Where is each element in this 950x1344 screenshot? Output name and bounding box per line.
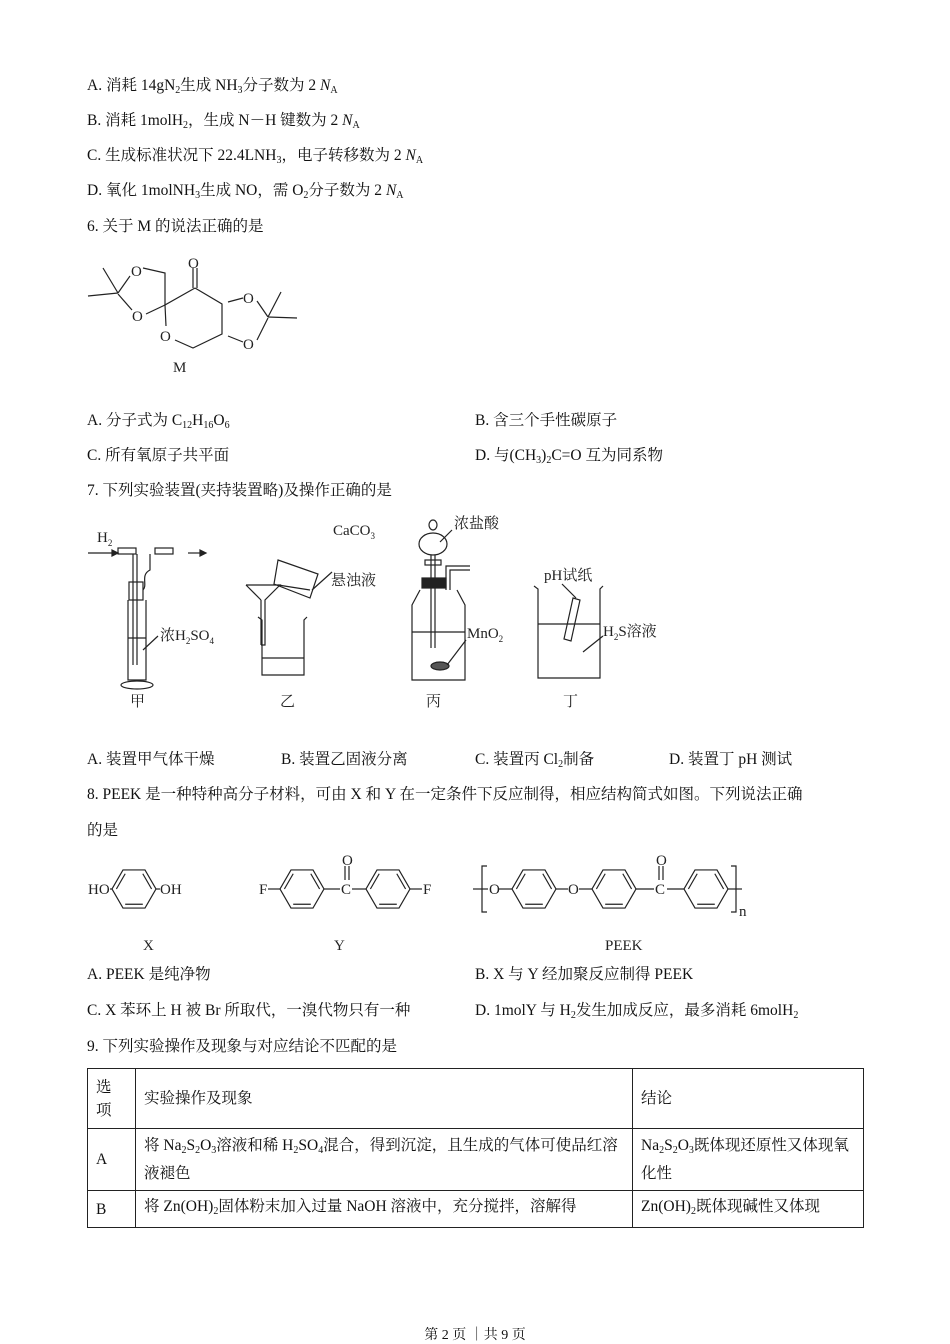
text-segment: 9. 下列实验操作及现象与对应结论不匹配的是: [87, 1038, 398, 1055]
q6-option-c: [87, 446, 229, 466]
text-segment: C. X 苯环上 H 被 Br 所取代，一溴代物只有一种: [87, 1002, 411, 1019]
text-segment: 生成 NH: [180, 77, 238, 94]
text-segment: 既体现碱性又体现: [695, 1198, 820, 1215]
double-bond: [516, 874, 525, 889]
subscript: 2: [570, 1010, 576, 1021]
text-segment: 7. 下列实验装置(夹持装置略)及操作正确的是: [87, 482, 392, 499]
text-segment: 制备: [563, 751, 595, 768]
text-segment: SO: [298, 1137, 319, 1154]
text-segment: C=O 互为同系物: [551, 447, 663, 464]
subscript: 4: [318, 1145, 324, 1156]
q7-option-a: [87, 750, 214, 770]
text-segment: A. 装置甲气体干燥: [87, 751, 215, 768]
cell-option: [88, 1129, 136, 1191]
text-segment: D. 装置丁 pH 测试: [669, 751, 793, 768]
double-bond: [284, 874, 293, 889]
italic-symbol: N: [320, 77, 331, 94]
text-segment: 混合，得到沉淀，且生成的气体可使品红溶液褪色: [144, 1137, 618, 1182]
double-bond: [370, 874, 379, 889]
header-option: [88, 1069, 136, 1129]
text-segment: B. 含三个手性碳原子: [475, 412, 618, 429]
svg-text:C: C: [341, 882, 352, 898]
text-segment: B. 装置乙固液分离: [281, 751, 408, 768]
double-bond: [715, 874, 724, 889]
q5-option-c: [87, 146, 423, 171]
svg-text:n: n: [739, 904, 747, 920]
q9-table: [87, 1068, 864, 1228]
label-jia: 甲: [130, 694, 146, 710]
atom-o: O: [188, 256, 199, 272]
svg-text:OH: OH: [160, 882, 182, 898]
q7-stem: [87, 481, 392, 501]
text-segment: 既体现还原性又体现氧化性: [641, 1137, 849, 1182]
subscript: 2: [195, 1145, 201, 1156]
q9-stem: [87, 1037, 397, 1057]
svg-text:浓盐酸: 浓盐酸: [454, 516, 500, 532]
text-segment: A: [96, 1151, 108, 1168]
label-y: Y: [334, 938, 345, 954]
subscript: 2: [293, 1145, 299, 1156]
svg-text:浓H2SO4: 浓$H_2SO_4$: [160, 628, 215, 646]
text-segment: B: [96, 1200, 107, 1218]
cell-operation: [136, 1191, 633, 1228]
subscript: 12: [182, 420, 193, 431]
subscript: 3: [211, 1145, 217, 1156]
text-segment: D. 与(CH: [475, 447, 537, 464]
text-segment: 6. 关于 M 的说法正确的是: [87, 218, 264, 235]
svg-text:MnO2: MnO$_2$: [467, 626, 504, 644]
svg-text:CaCO3: CaCO$_3$: [333, 523, 375, 541]
atom-o: O: [243, 337, 254, 353]
svg-text:C: C: [655, 882, 666, 898]
structure-x: [88, 882, 182, 954]
text-segment: ，电子转移数为 2: [281, 147, 406, 164]
text-segment: B. 消耗 1molH: [87, 112, 184, 129]
subscript: 3: [536, 455, 542, 466]
text-segment: 8. PEEK 是一种特种高分子材料，可由 X 和 Y 在一定条件下反应制得，相应结构简式如图。下列说法正确: [87, 786, 803, 803]
text-segment: 发生加成反应，最多消耗 6molH: [575, 1002, 794, 1019]
benzene-ring: [592, 870, 636, 908]
subscript: 6: [224, 420, 230, 431]
text-segment: ): [541, 447, 547, 464]
text-segment: H: [192, 412, 204, 429]
text-segment: 选: [96, 1078, 112, 1096]
text-segment: C. 生成标准状况下 22.4LNH: [87, 147, 277, 164]
text-segment: 分子数为 2: [308, 182, 386, 199]
cell-operation: [136, 1129, 633, 1191]
structure-y: [259, 853, 431, 954]
subscript: A: [352, 120, 360, 131]
text-segment: 的是: [87, 822, 119, 839]
double-bond: [311, 874, 320, 889]
subscript: 2: [546, 455, 552, 466]
label-bing: 丙: [426, 694, 442, 710]
svg-text:O: O: [489, 882, 500, 898]
text-segment: A. 消耗 14gN: [87, 77, 176, 94]
double-bond: [688, 874, 697, 889]
benzene-rings: [110, 870, 728, 908]
header-operation: [136, 1069, 633, 1129]
text-segment: 将 Na: [144, 1137, 182, 1154]
double-bond: [543, 874, 552, 889]
q5-option-a: [87, 76, 338, 101]
table-row: [88, 1129, 864, 1191]
q8-stem-line2: [87, 821, 118, 841]
q8-stem-line1: [87, 785, 802, 805]
cell-option: [88, 1191, 136, 1228]
atom-o: O: [131, 264, 142, 280]
benzene-ring: [280, 870, 324, 908]
text-segment: O: [677, 1137, 689, 1154]
label-peek: PEEK: [605, 938, 643, 954]
q8-option-c: [87, 1001, 410, 1021]
subscript: 16: [203, 420, 214, 431]
italic-symbol: N: [405, 147, 416, 164]
atom-o: O: [160, 329, 171, 345]
benzene-ring: [684, 870, 728, 908]
q6-option-b: [475, 411, 617, 431]
subscript: 2: [213, 1206, 219, 1217]
cell-conclusion: [633, 1129, 864, 1191]
cell-conclusion: [633, 1191, 864, 1228]
text-segment: A. 分子式为 C: [87, 412, 183, 429]
subscript: 2: [672, 1145, 678, 1156]
table-row: [88, 1191, 864, 1228]
svg-text:F: F: [259, 882, 268, 898]
subscript: 2: [558, 759, 564, 770]
italic-symbol: N: [385, 182, 397, 199]
text-segment: 固体粉末加入过量 NaOH 溶液中，充分搅拌，溶解得: [218, 1198, 577, 1215]
text-segment: Zn(OH): [641, 1198, 691, 1215]
apparatus-yi: [246, 523, 376, 710]
q6-stem: [87, 217, 264, 237]
svg-text:O: O: [656, 853, 667, 869]
italic-symbol: N: [342, 112, 353, 129]
text-segment: 结论: [641, 1090, 673, 1107]
svg-text:HO: HO: [88, 882, 110, 898]
double-bond: [623, 874, 632, 889]
subscript: 2: [659, 1145, 665, 1156]
text-segment: 溶液和稀 H: [216, 1137, 294, 1154]
text-segment: C. 所有氧原子共平面: [87, 447, 230, 464]
q7-option-b: [281, 750, 408, 770]
svg-text:O: O: [342, 853, 353, 869]
q6-option-a: [87, 411, 230, 436]
subscript: 3: [195, 190, 201, 201]
subscript: 3: [688, 1145, 694, 1156]
text-segment: ，生成 N－H 键数为 2: [188, 112, 343, 129]
text-segment: C. 装置丙 Cl: [475, 751, 559, 768]
q7-option-d: [669, 750, 792, 770]
q8-option-d: [475, 1001, 798, 1026]
atom-o: O: [132, 309, 143, 325]
molecule-m-label: M: [173, 360, 187, 376]
benzene-ring: [512, 870, 556, 908]
svg-text:H2S溶液: $H_2S$溶液: [603, 624, 657, 642]
atom-o: O: [243, 291, 254, 307]
apparatus-ding: [534, 567, 657, 710]
label-ding: 丁: [563, 694, 579, 710]
double-bond: [596, 874, 605, 889]
table-header-row: [88, 1069, 864, 1129]
label-x: X: [143, 938, 154, 954]
label-yi: 乙: [280, 694, 296, 710]
subscript: 2: [181, 1145, 187, 1156]
subscript: 2: [690, 1206, 696, 1217]
svg-text:悬浊液: 悬浊液: [331, 573, 377, 589]
q7-option-c: [475, 750, 594, 775]
double-bond: [116, 874, 125, 889]
double-bond: [397, 874, 406, 889]
text-segment: 将 Zn(OH): [144, 1198, 214, 1215]
q5-option-b: [87, 111, 360, 136]
q8-option-a: [87, 965, 211, 985]
double-bond: [143, 874, 152, 889]
apparatus-bing: [412, 514, 503, 710]
subscript: 2: [793, 1010, 799, 1021]
page-footer: 第 2 页 ｜共 9 页: [424, 1328, 526, 1343]
benzene-ring: [366, 870, 410, 908]
subscript: 3: [237, 85, 243, 96]
q8-option-b: [475, 965, 693, 985]
subscript: 2: [303, 190, 309, 201]
header-option-line2: 项: [96, 1101, 112, 1119]
subscript: 2: [183, 120, 189, 131]
svg-text:pH试纸: pH试纸: [544, 568, 593, 584]
text-segment: S: [664, 1137, 673, 1154]
text-segment: Na: [641, 1137, 660, 1154]
molecule-m-structure: [88, 256, 297, 376]
text-segment: O: [213, 412, 225, 429]
text-segment: 生成 NO，需 O: [200, 182, 304, 199]
text-segment: 实验操作及现象: [144, 1090, 253, 1107]
subscript: 3: [276, 155, 282, 166]
text-segment: D. 氧化 1molNH: [87, 182, 196, 199]
apparatus-jia: [88, 530, 215, 710]
text-segment: D. 1molY 与 H: [475, 1002, 571, 1019]
svg-text:O: O: [568, 882, 579, 898]
subscript: A: [415, 155, 424, 166]
header-conclusion: [633, 1069, 864, 1129]
structure-peek: [473, 853, 747, 954]
svg-text:F: F: [423, 882, 432, 898]
text-segment: S: [186, 1137, 196, 1154]
benzene-ring: [112, 870, 156, 908]
svg-text:H2: $H_2$: [97, 530, 113, 548]
text-segment: B. X 与 Y 经加聚反应制得 PEEK: [475, 966, 694, 983]
text-segment: 分子数为 2: [242, 77, 321, 94]
q6-option-d: [475, 446, 663, 471]
q5-option-d: [87, 181, 404, 206]
subscript: 2: [175, 85, 181, 96]
subscript: A: [396, 190, 404, 201]
subscript: A: [330, 85, 338, 96]
text-segment: A. PEEK 是纯净物: [87, 966, 211, 983]
text-segment: O: [200, 1137, 212, 1154]
